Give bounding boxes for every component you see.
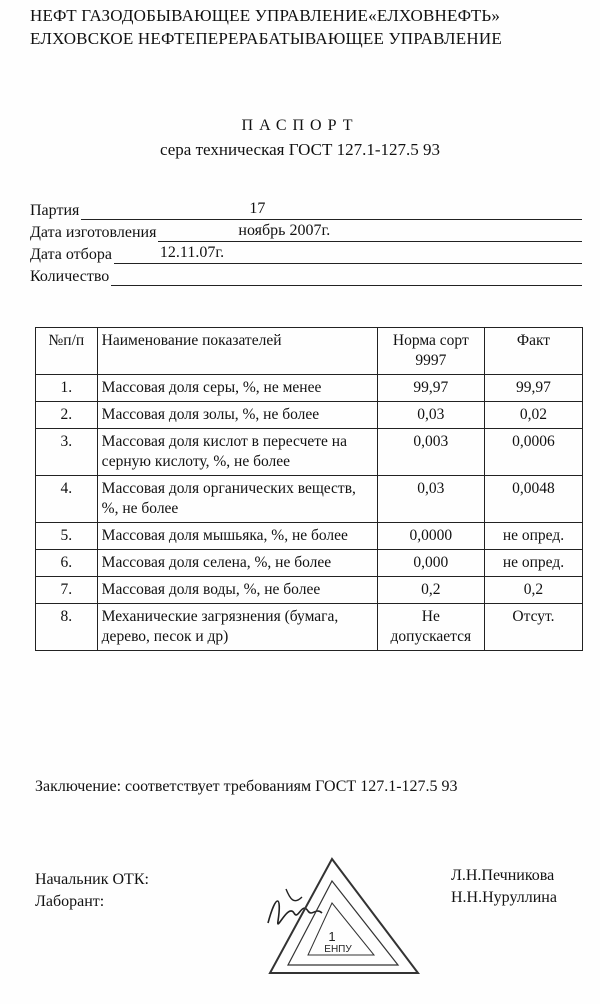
quantity-label: Количество <box>30 268 110 285</box>
manufacture-date-field <box>30 220 582 242</box>
head-qc-name: Л.Н.Печникова <box>451 867 555 884</box>
row-indicator: Массовая доля селена, %, не более <box>97 550 377 577</box>
quantity-field <box>30 264 582 286</box>
row-norm: 99,97 <box>377 375 484 402</box>
sampling-date-field <box>30 242 582 264</box>
row-norm: 0,2 <box>377 577 484 604</box>
table-row <box>36 577 583 604</box>
table-row <box>36 429 583 476</box>
row-fact: не опред. <box>484 523 582 550</box>
row-fact: 0,02 <box>484 402 582 429</box>
row-fact: 99,97 <box>484 375 582 402</box>
specification-table <box>35 327 583 651</box>
triangle-stamp <box>262 855 422 980</box>
row-fact: 0,0006 <box>484 429 582 476</box>
batch-label: Партия <box>30 202 80 219</box>
row-norm: 0,003 <box>377 429 484 476</box>
row-number: 7. <box>36 577 98 604</box>
table-row <box>36 604 583 651</box>
batch-field <box>30 198 582 220</box>
row-norm: 0,03 <box>377 402 484 429</box>
header-number: №п/п <box>36 328 98 375</box>
row-norm: 0,03 <box>377 476 484 523</box>
table-header-row <box>36 328 583 375</box>
row-indicator: Массовая доля органических веществ, %, не более <box>97 476 377 523</box>
table-row <box>36 402 583 429</box>
header-fact: Факт <box>484 328 582 375</box>
table-row <box>36 375 583 402</box>
document-subtitle: сера техническая ГОСТ 127.1-127.5 93 <box>160 140 440 159</box>
row-fact: 0,0048 <box>484 476 582 523</box>
sampling-date-value: 12.11.07г. <box>159 244 225 261</box>
table-row <box>36 550 583 577</box>
manufacture-date-value: ноябрь 2007г. <box>238 222 331 239</box>
division-name: ЕЛХОВСКОЕ НЕФТЕПЕРЕРАБАТЫВАЮЩЕЕ УПРАВЛЕНИЕ <box>30 29 502 48</box>
table-row <box>36 476 583 523</box>
row-indicator: Массовая доля мышьяка, %, не более <box>97 523 377 550</box>
row-indicator: Массовая доля золы, %, не более <box>97 402 377 429</box>
lab-assistant-label: Лаборант: <box>35 893 105 910</box>
organization-name: НЕФТ ГАЗОДОБЫВАЮЩЕЕ УПРАВЛЕНИЕ«ЕЛХОВНЕФТЬ» <box>30 6 501 25</box>
manufacture-date-label: Дата изготовления <box>30 224 157 241</box>
head-qc-label: Начальник ОТК: <box>35 871 149 888</box>
header-norm: Норма сорт 9997 <box>377 328 484 375</box>
row-indicator: Механические загрязнения (бумага, дерево, песок и др) <box>97 604 377 651</box>
stamp-text: ЕНПУ <box>324 944 352 955</box>
conclusion-text: Заключение: соответствует требованиям ГОСТ 127.1-127.5 93 <box>35 778 458 795</box>
table-row <box>36 523 583 550</box>
batch-value: 17 <box>249 200 266 217</box>
sampling-date-label: Дата отбора <box>30 246 112 263</box>
row-fact: не опред. <box>484 550 582 577</box>
row-fact: 0,2 <box>484 577 582 604</box>
row-number: 2. <box>36 402 98 429</box>
header-indicator-name: Наименование показателей <box>97 328 377 375</box>
row-norm: 0,0000 <box>377 523 484 550</box>
row-number: 3. <box>36 429 98 476</box>
document-title: ПАСПОРТ <box>241 117 359 134</box>
row-norm: 0,000 <box>377 550 484 577</box>
row-indicator: Массовая доля воды, %, не более <box>97 577 377 604</box>
stamp-number: 1 <box>328 929 336 944</box>
row-number: 8. <box>36 604 98 651</box>
row-number: 6. <box>36 550 98 577</box>
row-fact: Отсут. <box>484 604 582 651</box>
row-number: 5. <box>36 523 98 550</box>
row-indicator: Массовая доля серы, %, не менее <box>97 375 377 402</box>
lab-assistant-name: Н.Н.Нуруллина <box>451 889 557 906</box>
row-number: 4. <box>36 476 98 523</box>
row-number: 1. <box>36 375 98 402</box>
row-indicator: Массовая доля кислот в пересчете на серную кислоту, %, не более <box>97 429 377 476</box>
row-norm: Не допускается <box>377 604 484 651</box>
